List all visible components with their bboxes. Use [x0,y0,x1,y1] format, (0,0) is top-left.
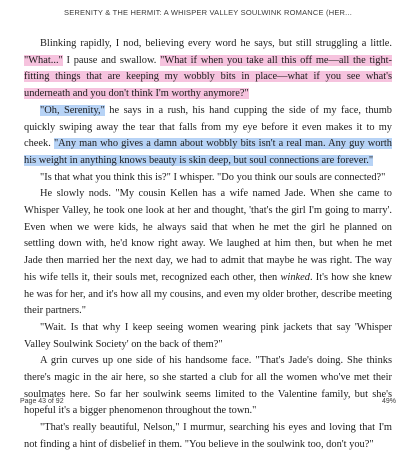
text-run: Blinking rapidly, I nod, believing every word he says, but still struggling a little. [40,38,392,49]
highlight-pink[interactable]: "What if when you take all this off me—all the tight-fitting things that are keeping my wobbly bits in place—what if you see what's underneath and you don't think I'm worthy anymore?" [24,54,392,100]
reading-pane [24,36,392,454]
text-run: I pause and swallow. [62,54,161,66]
text-run: he says in a rush, his hand cupping the side of my face, thumb quickly swiping away the tear that falls from my eye before it even makes it to my cheek. [24,104,392,150]
text-run: . It's how she knew he was for her, and it's how all my cousins, and even my older brother, describe meeting their partners." [24,271,392,317]
highlight-blue[interactable]: "Any man who gives a damn about wobbly bits isn't a real man. Any guy worth his weight in anything knows beauty is skin deep, but soul connections are forever." [24,138,392,166]
paragraph: "Is that what you think this is?" I whisper. "Do you think our souls are connected?" [40,171,386,183]
paragraph: "Wait. Is that why I keep seeing women wearing pink jackets that say 'Whisper Valley Soulwink Society' on the back of them?" [24,321,392,350]
paragraph [24,103,392,170]
page-indicator: Page 43 of 92 [20,398,64,405]
book-title-header: SERENITY & THE HERMIT: A WHISPER VALLEY SOULWINK ROMANCE (HER... [64,8,352,17]
reader-footer [0,398,416,410]
paragraph: "That's really beautiful, Nelson," I murmur, searching his eyes and loving that I'm not finding a hint of disbelief in them. "You believe in the soulwink too, don't you?" [24,422,392,450]
paragraph [24,186,392,320]
emphasis-text: winked [280,271,310,283]
progress-percent: 49% [381,398,396,405]
highlight-pink[interactable]: "What..." [24,54,63,66]
text-run: He slowly nods. "My cousin Kellen has a wife named Jade. When she came to Whisper Valley, he took one look at her and thought, 'that's the girl I'm going to marry'. Even when we were kids, he always said that when he met the girl he planned on settling down with, he'd know right away. We laughed at him then, but when he met Jade then married her the next day, we had to admit that maybe he was right. The way his wife tells it, their souls met, recognized each other, then [24,188,392,283]
highlight-blue[interactable]: "Oh, Serenity," [40,104,105,116]
paragraph: A grin curves up one side of his handsome face. "That's Jade's doing. She thinks there's magic in the air here, so she started a club for all the women who've met their soulmates here. So far her soulwink seems limited to the Valentine family, but she's hopeful it's a bigger phenomenon throughout the town." [24,355,392,417]
paragraph [24,36,392,103]
